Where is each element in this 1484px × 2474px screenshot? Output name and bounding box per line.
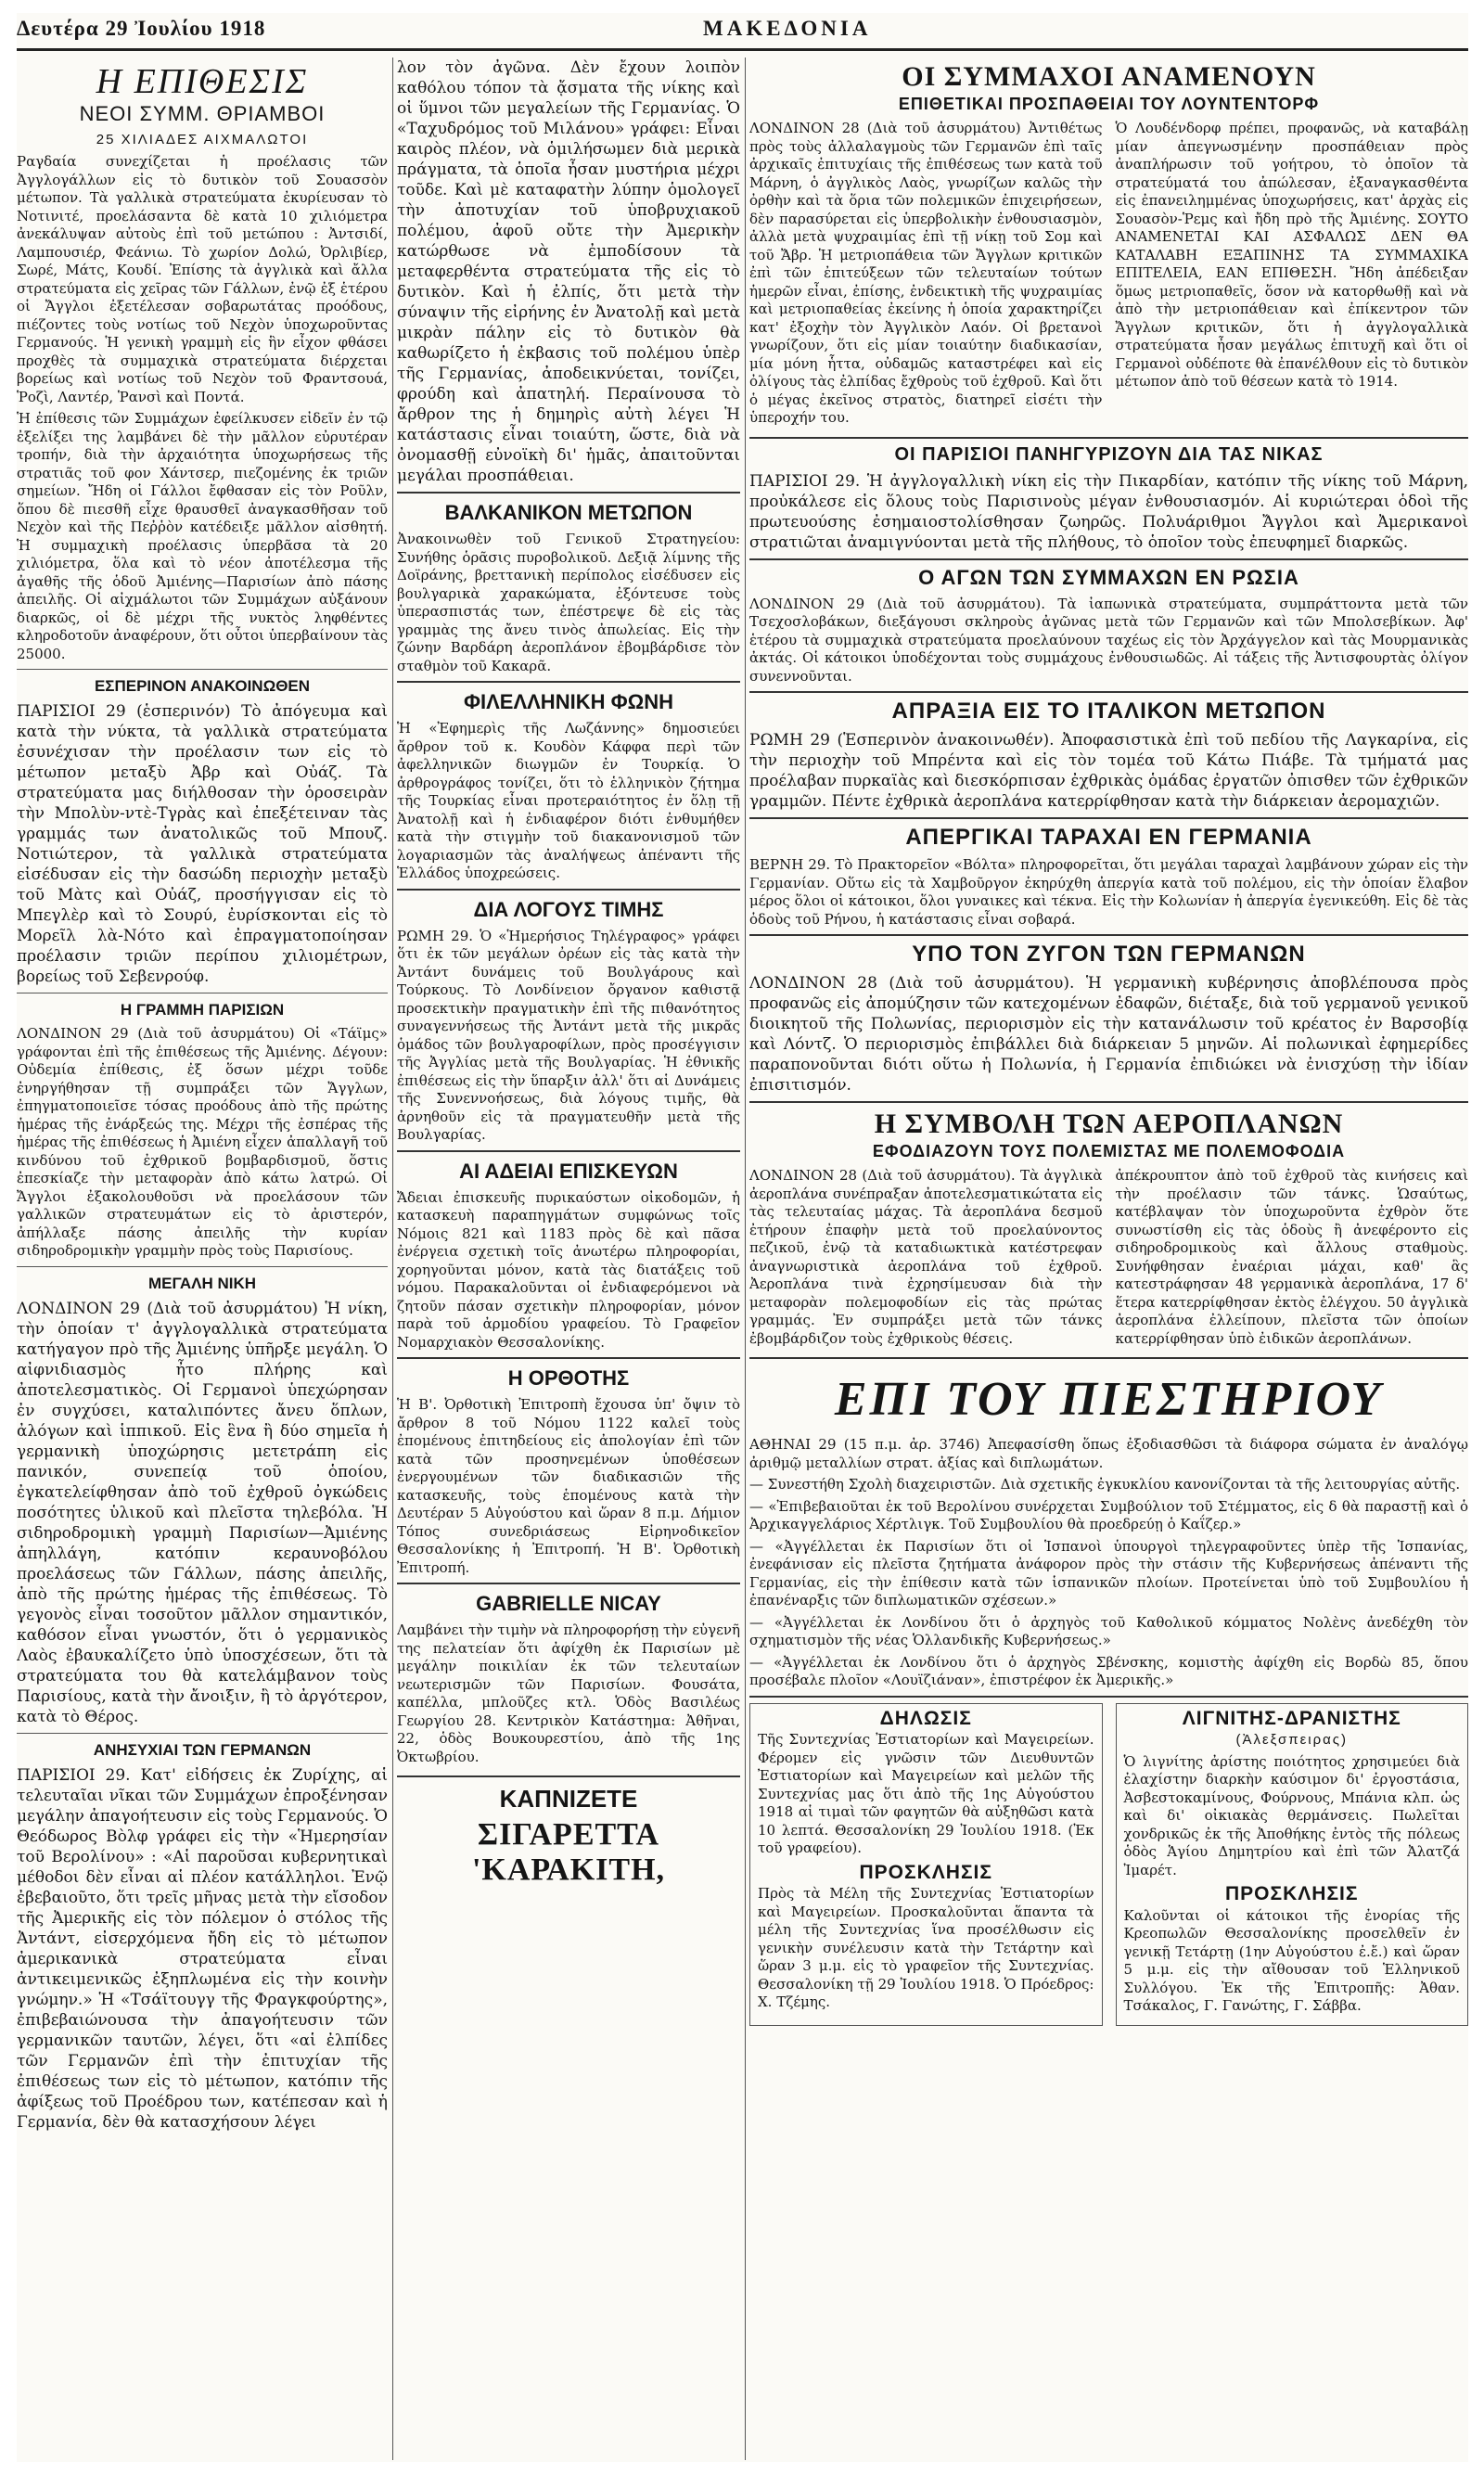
advert-brand: ΣΙΓΑΡΕΤΤΑ 'ΚΑΡΑΚΙΤΗ, [471, 1817, 666, 1887]
section-heading: ΔΙΑ ΛΟΓΟΥΣ ΤΙΜΗΣ [473, 897, 664, 921]
article-body: ΛΟΝΔΙΝΟΝ 29 (Διὰ τοῦ ἀσυρμάτου) Ἡ νίκη, τὴν ὁποίαν τ' ἀγγλογαλλικὰ στρατεύματα κατήγαγον πρὸ τῆς Ἀμιένης ὑπῆρξε μεγάλη. Ὁ αἰφνιδιασμὸς ἦτο πλήρης καὶ ἀποτελεσματικὸς. Οἱ Γερμανοὶ ὑπεχώρησαν ἐν συγχύσει, καταλιπόντες ἄνευ ὅπλων, ἀλόγων καὶ ἱππικοῦ. Εἰς ἓνα ἢ δύο σημεῖα ἡ γερμανικὴ ὑποχώρησις μετετράπη εἰς πανικόν, συνεπείᾳ τοῦ ὁποίου, ἐγκατελείφθησαν ἀπὸ τοῦ ἐχθροῦ ὀγκώδεις ποσότητες ὑλικοῦ καὶ πλεῖστα τηλεβόλα. Ἡ σιδηροδρομικὴ γραμμὴ Παρισίων—Ἀμιένης ἀπηλλάγη, κατόπιν κεραυνοβόλου προελάσεως τῶν Γάλλων, πάσης ἀπειλῆς, ἀπὸ τῆς πρώτης ἡμέρας τῆς ἐπιθέσεως. Τὸ γεγονὸς εἶναι τοσοῦτον μᾶλλον σημαντικόν, καθόσον εἶναι γνωστόν, ὅτι ὁ γερμανικὸς Λαὸς ἐβαυκαλίζετο ὑπὸ ὑποσχέσεων, ὅτι τὰ στρατεύματα του θὰ κατελάμβανον τοὺς Παρισίους, κατὰ τὴν ἄνοιξιν, ἢ τὸ ἀργότερον, κατὰ τὸ Θέρος. [17, 1299, 388, 1726]
notice-heading: ΔΗΛΩΣΙΣ [879, 1707, 972, 1729]
advert-body: Λαμβάνει τὴν τιμὴν νὰ πληροφορήσῃ τὴν εὐγενῆ της πελατείαν ὅτι ἀφίχθη ἐκ Παρισίων μὲ μεγάλην ποικιλίαν ἐκ τῶν τελευταίων νεωτερισμῶν τῶν Παρισίων. Φουσάτα, καπέλλα, μπλοῦζες κτλ. Ὁδὸς Βασιλέως Γεωργίου 28. Κεντρικὸν Κατάστημα: Ἀθῆναι, 22, ὁδὸς Βουκουρεστίου, ἀπὸ τῆς 1ης Ὀκτωβρίου. [397, 1622, 740, 1765]
divider [749, 437, 1468, 439]
notice-body: Ὁ λιγνίτης ἀρίστης ποιότητος χρησιμεύει διὰ ἐλαχίστην διαρκὴν καύσιμον δι' ἐργοστάσια, Ἀσβεστοκαμίνους, Φούρνους, Μπάνια κλπ. ὡς καὶ δι' οἰκιακὰς θερμάνσεις. Πωλεῖται χονδρικῶς ἐκ τῆς Ἀποθήκης ἐντὸς τῆς πόλεως ὁδὸς Ἁγίου Δημητρίου καὶ ἐπὶ τῶν Ἀλατζά Ἰμαρέτ. [1123, 1752, 1460, 1878]
advert-heading: ΚΑΠΝΙΖΕΤΕ [397, 1775, 740, 1814]
article-body: ΛΟΝΔΙΝΟΝ 29 (Διὰ τοῦ ἀσυρμάτου) Οἱ «Τάϊμς» γράφονται ἐπὶ τῆς ἐπιθέσεως τῆς Ἀμιένης. Δέγουν: Οὐδεμία ἐπίθεσις, ἐξ ὅσων μέχρι τοῦδε ἐνηργήθησαν τῇ συμπράξει τῶν Ἄγγλων, ἐπηγματοποιεῖσε τόσας προόδους ἀπὸ τῆς πρώτης ἡμέρας τῆς ἐνάρξεώς της. Μέχρι τῆς ἐσπέρας τῆς ἡμέρας τῆς ἐπιθέσεως ἡ Ἀμιένη εἶχεν ἀπαλλαγῆ τοῦ κινδύνου τοῦ ἐχθρικοῦ βομβαρδισμοῦ, ὅστις ἐπεσκίαζε τὴν μεταφορὰν ἀπὸ κάτω λατρώ. Οἱ Ἄγγλοι ἐξακολουθοῦσι νὰ προελάσουν τῶν γαλλικῶν στρατευμάτων εἰς τὸ ἀριστερόν, ἀπήλλαξε πάσης ἀπειλῆς τὴν κυρίαν σιδηροδρομικὴν γραμμὴν πρὸς τοὺς Παρισίους. [17, 1025, 388, 1259]
divider [749, 934, 1468, 936]
section-headline: ΑΠΕΡΓΙΚΑΙ ΤΑΡΑΧΑΙ ΕΝ ΓΕΡΜΑΝΙΑ [905, 825, 1312, 850]
lead-paragraph: Ραγδαία συνεχίζεται ἡ προέλασις τῶν Ἀγγλογάλλων εἰς τὸ δυτικὸν τοῦ Σουασσὸν μέτωπον. Τὰ γαλλικὰ στρατεύματα ἐκυρίευσαν τὸ Νοτινιτέ, προελάσαντα δὲ κατὰ 10 χιλιόμετρα ἀνεκάλυψαν αὐτοὺς ἐπὶ τοῦ μετώπου : Ἀντσιδί, Λαμπουσιέρ, Φεάνιω. Τὸ χωρίον Δολώ, Ὀρλιβίερ, Σωρέ, Μάτς, Κουδί. Ἐπίσης τὰ ἀγγλικὰ καὶ ἄλλα στρατεύματα εἰς χεῖρας τῶν Γάλλων, ἐνῷ ἐξ ἑτέρου οἱ Ἄγγλοι ἐξετέλεσαν σοβαρωτάτας προόδους, πιέζοντες τοὺς νοτίως τοῦ Νεχὸν ὑποχωροῦντας Γερμανούς. Ἡ γενικὴ γραμμὴ εἰς ἣν εἶχον φθάσει προχθὲς τὰ συμμαχικὰ στρατεύματα διέρχεται βορείως καὶ νοτίως τοῦ Νεχὸν τοῦ Φραντσουά, Ῥοζὶ, Λαντέρ, Ῥανσὶ καὶ Ποντά. [17, 153, 388, 405]
column-2 [397, 58, 740, 2460]
notice-body: Καλοῦνται οἱ κάτοικοι τῆς ἐνορίας τῆς Κρεοπωλῶν Θεσσαλονίκης προσελθεῖν ἐν γενικῇ Τετάρτῃ (1ην Αὐγούστου ἐ.ἔ.) καὶ ὥραν 5 μ.μ. εἰς τὴν αἴθουσαν τοῦ Ἑλληνικοῦ Συλλόγου. Ἐκ τῆς Ἐπιτροπῆς: Ἀθαν. Τσάκαλος, Γ. Γανώτης, Γ. Σάββα. [1123, 1906, 1460, 2014]
divider [749, 1357, 1468, 1359]
divider [397, 889, 740, 891]
article-body: Ἄδειαι ἐπισκευῆς πυρικαύστων οἰκοδομῶν, ἡ κατασκευὴ παραπηγμάτων συμφώνως τοῖς Νόμοις 821 καὶ 1183 πρὸς δὲ καὶ πᾶσα ἐνέργεια σχετικὴ τοῖς ἀνωτέρω πληροφορίαι, χορηγοῦνται μόνον, κατὰ τὰς διατάξεις τοῦ νόμου. Παρακαλοῦνται οἱ ἐνδιαφερόμενοι νὰ ζητοῦν πάσαν σχετικὴν πληροφορίαν, μόνον παρὰ τοῦ ἀρμοδίου γραφείου. Τὸ Γραφεῖον Νομαρχιακὸν Θεσσαλονίκης. [397, 1188, 740, 1351]
article-body: ΡΩΜΗ 29 (Ἑσπερινὸν ἀνακοινωθέν). Ἀποφασιστικὰ ἐπὶ τοῦ πεδίου τῆς Λαγκαρίνα, εἰς τὴν περιοχὴν τοῦ Μπρέντα καὶ εἰς τὸν τομέα τοῦ Κάτω Πιάβε. Τὰ τμήματά μας προέλαβαν πυρκαϊὰς καὶ διεσκόρπισαν ἐχθρικὰς ὁμάδας ἐργατῶν ὀπισθεν τῶν ἐχθρικῶν γραμμῶν. Πέντε ἐχθρικὰ ἀεροπλάνα κατερρίφθησαν κατὰ τὴν διάρκειαν ἀερομαχιῶν. [749, 731, 1468, 811]
divider [17, 669, 388, 670]
article-body: ΛΟΝΔΙΝΟΝ 28 (Διὰ τοῦ ἀσυρμάτου). Ἡ γερμανικὴ κυβέρνησις ἀποβλέπουσα πρὸς προφανῶς εἰς ἀπομύζησιν τῶν κατεχομένων ἐδαφῶν, διέταξε, διὰ τοῦ γερμανοῦ γενικοῦ διοικητοῦ τῆς Πολωνίας, περιορισμὸν εἰς τὴν κατανάλωσιν τοῦ κρέατος ἐν Βαρσοβίᾳ καὶ Λόντζ. Ὁ περιορισμὸς ἐπιβάλλει διὰ διάρκειαν 5 μηνῶν. Αἱ πολωνικαὶ ἐφημερίδες παραπονοῦνται διότι οὕτω ἡ Πολωνία, ἡ Γερμανία ἐπιδιώκει νὰ ἐνισχύσῃ τὴν ἰδίαν ἐπισιτισμόν. [749, 974, 1468, 1095]
section-headline: ΥΠΟ ΤΟΝ ΖΥΓΟΝ ΤΩΝ ΓΕΡΜΑΝΩΝ [912, 942, 1306, 967]
masthead-rule [17, 48, 1468, 51]
article-body: ΠΑΡΙΣΙΟΙ 29. Κατ' εἰδήσεις ἐκ Ζυρίχης, αἱ τελευταῖαι νῖκαι τῶν Συμμάχων ἐπροξένησαν μεγάλην ἀπαγοήτευσιν εἰς τοὺς Γερμανούς. Ὁ Θεόδωρος Βὸλφ γράφει εἰς τὴν «Ἡμερησίαν τοῦ Βερολίνου» : «Αἱ παροῦσαι κυβερνητικαὶ μέθοδοι δὲν εἶναι αἱ πλέον κατάλληλοι. Ἐνῷ ἐβεβαιοῦτο, ὅτι τρεῖς μῆνας μετὰ τὴν εἴσοδον τῆς Ἀμερικῆς εἰς τὸν πόλεμον ὁ στόλος τῆς Ἀντάντ, εἰσερχόμενα ἤδη εἰς τὸ μέτωπον ἀμερικανικὰ στρατεύματα εἶναι ἀντικειμενικῶς ἐξηπλωμένα εἰς τὴν κοινὴν γνώμην.» Ἡ «Τσάϊτουγγ τῆς Φραγκφούρτης», ἐπιβεβαιώνουσα τὴν ἀπαγοήτευσιν τῶν γερμανικῶν ταυτῶν, λέγει, ὅτι «αἱ ἐλπίδες τῶν Γερμανῶν ἐπὶ τὴν ἐπιτυχίαν τῆς ἐπιθέσεως των εἰς τὸ μέτωπον, κατόπιν τῆς ἀφίξεως τοῦ Προέδρου των, κατέπεσαν καὶ ἡ Γερμανία, δὲν θὰ κατασχήσουν λέγει [17, 1765, 388, 2132]
article-body: Ἀνακοινωθὲν τοῦ Γενικοῦ Στρατηγείου: Συνήθης ὁρᾶσις πυροβολικοῦ. Δεξιᾷ λίμνης τῆς Δοϊράνης, βρεττανικὴ περίπολος εἰσέδυσεν εἰς βουλγαρικὰ χαρακώματα, ἐξόντευσε τοὺς ὑπερασπιστάς των, ἐπέστρεψε δὲ εἰς τὰς γραμμὰς της ἄνευ τινὸς ἀπωλείας. Εἰς τὴν ζώνην Βαρδάρη ἀεροπλάνον ἐβομβάρδισε τὸν σταθμὸν τοῦ Κακαρᾶ. [397, 531, 740, 674]
section-heading: ΑΝΗΣΥΧΙΑΙ ΤΩΝ ΓΕΡΜΑΝΩΝ [93, 1740, 312, 1759]
notice-heading: ΠΡΟΣΚΛΗΣΙΣ [1225, 1883, 1359, 1904]
section-heading: ΜΕΓΑΛΗ ΝΙΚΗ [147, 1274, 257, 1292]
article-body: ΠΑΡΙΣΙΟΙ 29 (ἑσπερινόν) Τὸ ἀπόγευμα καὶ κατὰ τὴν νύκτα, τὰ γαλλικὰ στρατεύματα ἐσυνέχισαν τὴν προέλασιν των εἰς τὸ μέτωπον μεταξὺ Ἀβρ καὶ Οὐάζ. Τὰ στρατεύματα μας διήλθοσαν τὴν ὁροσειρὰν τὴν Μπολὺν-ντὲ-Τγρὰς καὶ ἐπεξέτειναν τὰς γραμμάς των ἀνατολικῶς τοῦ Μπουζ. Νοτιώτερον, τὰ γαλλικὰ στρατεύματα εἰσέδυσαν εἰς τὴν δασώδη περιοχὴν μεταξὺ τοῦ Μὰτς καὶ Οὐάζ, προσήγγισαν εἰς τὸ Μπεγλὲρ καὶ τὸ Σουρύ, ἐυρίσκονται εἰς τὸ Μορεῖλ λὰ-Νότο καὶ ἐπραγματοποίησαν προέλασιν τριῶν περίπου χιλιομέτρων, βορείως τοῦ Σεβενρούφ. [17, 702, 388, 986]
column-rule [392, 58, 393, 2460]
lead-kicker: 25 ΧΙΛΙΑΔΕΣ ΑΙΧΜΑΛΩΤΟΙ [96, 132, 309, 147]
section-heading: ΦΙΛΕΛΛΗΝΙΚΗ ΦΩΝΗ [463, 690, 674, 713]
notice-box [749, 1703, 1103, 2026]
newspaper-title: ΜΑΚΕΔΟΝΙΑ [703, 17, 872, 40]
notice-heading: ΠΡΟΣΚΛΗΣΙΣ [859, 1861, 992, 1883]
article-body: ΛΟΝΔΙΝΟΝ 28 (Διὰ τοῦ ἀσυρμάτου). Τὰ ἀγγλικὰ ἀεροπλάνα συνέπραξαν ἀποτελεσματικώτατα εἰς τὰς τελευταίας μάχας. Τὰ ἀεροπλάνα δεσμοῦ ἐτήρουν ἐπαφὴν μετὰ τοῦ προελαύνοντος πεζικοῦ, ἐνῷ τὰ καταδιωκτικὰ κατέστρεφαν ἀναγνωριστικὰ ἀεροπλάνα τοῦ ἐχθροῦ. Ἀεροπλάνα τινὰ ἐχρησίμευσαν διὰ τὴν μεταφορὰν πολεμοφοδίων εἰς τὰς πρώτας γραμμάς. Ἐν συμπράξει μετὰ τῶν τάνκς ἐβομβάρδιζον τοὺς ἐχθρικοὺς θέσεις. [749, 1167, 1103, 1347]
section-headline: ΑΠΡΑΞΙΑ ΕΙΣ ΤΟ ΙΤΑΛΙΚΟΝ ΜΕΤΩΠΟΝ [891, 699, 1326, 724]
article-body: ΡΩΜΗ 29. Ὁ «Ἡμερήσιος Τηλέγραφος» γράφει ὅτι ἐκ τῶν μεγάλων ὀρέων εἰς τὰς κατὰ τὴν Ἀντάντ δυνάμεις τοῦ Βουλγάρους καὶ Τούρκους. Τὸ Λονδίνειον ὄργανον καθιστᾷ προσεκτικὴν πραγματικὴν ἐπὶ τῆς πιθανότητος συναγεννήσεως τῆς Ἀντάντ μετὰ τῆς μικρᾶς ὁμάδος τῶν βουλγαροφίλων, πρὸς προσέγγισιν τῆς Ἀγγλίας μετὰ τῆς Βουλγαρίας. Ἡ ἐθνικῆς ἐπιθέσεως εἰς τὴν ὕπαρξιν ἀλλ' ὅτι αἱ Δυνάμεις τῆς Συνεννοήσεως, διὰ λόγους τιμῆς, θὰ ἀρνηθοῦν εἰς τὰ πραγματευθῆν μετὰ τῆς Βουλγαρίας. [397, 927, 740, 1143]
article-body: Ὁ Λουδένδορφ πρέπει, προφανῶς, νὰ καταβάλῃ μίαν ἀπεγνωσμένην προσπάθειαν πρὸς ἀναπλήρωσιν τοῦ γοήτρου, τὸ ὁποῖον τὰ στρατεύματά του ἀπώλεσαν, ἐξαναγκασθέντα εἰς ἐπανειλημμένας ὑποχωρήσεις, κατ' ἀρχὰς εἰς Σουασὸν-Ῥεμς καὶ ἤδη πρὸ τῆς Ἀμιένης. ΣΟΥΤΟ ΑΝΑΜΕΝΕΤΑΙ ΚΑΙ ΑΣΦΑΛΩΣ ΔΕΝ ΘΑ ΚΑΤΑΛΑΒΗ ΕΞΑΠΙΝΗΣ ΤΑ ΣΥΜΜΑΧΙΚΑ ΕΠΙΤΕΛΕΙΑ, ΕΑΝ ΕΠΙΘΕΣΗ. Ἤδη ἀπέδειξαν ὅμως μετριοπαθεῖς, ὅσον νὰ κατορθωθῇ καὶ νὰ ἀπὸ τὴν μετριοπάθειαν καὶ ἐπίκεντρον τῶν Ἄγγλων κριτικῶν, ὅτι ἡ ἀγγλογαλλικὰ στρατεύματα ἦσαν μεγάλως ἐπιτυχῆ καὶ ὅτι οἱ Γερμανοὶ οὐδέποτε θὰ ἐπανέλθουν εἰς τὸ δυτικὸν μέτωπον ἀπὸ τοῦ θέσεων κατὰ τὸ 1914. [1115, 120, 1468, 390]
divider [397, 1150, 740, 1152]
article-body: ΛΟΝΔΙΝΟΝ 28 (Διὰ τοῦ ἀσυρμάτου) Ἀντιθέτως πρὸς τοὺς ἀλλαλαγμοὺς τῶν Γερμανῶν ἐπὶ ταῖς ἀρχικαῖς ἐπιτυχίαις τῆς ἐπιθέσεως των κατὰ τοῦ Μάρνη, ὁ ἀγγλικὸς Λαὸς, γνωρίζων καλῶς τὴν ὀρθὴν καὶ τὰ ὅρια τῶν πολεμικῶν ἐπιχειρήσεων, δὲν παρασύρεται εἰς ὑπερβολικὴν ἐνθουσιασμὸν, ἀλλὰ μετὰ ψυχραιμίας ἐπὶ τῇ νίκῃ τοῦ Σομ καὶ τοῦ Ἄβρ. Ἡ μετριοπάθεια τῶν Ἄγγλων κριτικῶν ἐπὶ τῶν ἐπιτεύξεων τῶν τελευταίων τούτων ἡμερῶν εἶναι, ἐπίσης, ἐνδεικτικὴ τῆς ψυχραιμίας καὶ μετριοπαθείας ἐκείνης ἡ ὁποία χαρακτηρίζει κατ' ἐξοχὴν τὸν Ἀγγλικὸν Λαόν. Οἱ βρετανοὶ γνωρίζουν, ὅτι εἰς μίαν τοιαύτην διαδικασίαν, μία μόνη ἧττα, οὐδαμῶς καταστρέφει καὶ εἰς ὀλίγους τὰς ἐλπίδας ἔχθροὺς τοῦ ἐχθροῦ. Καὶ ὅτι ὁ μέγας ἐκεῖνος στρατὸς, διατηρεῖ εἰσέτι τὴν ὑπεροχήν του. [749, 120, 1103, 426]
section-heading: Η ΟΡΘΟΤΗΣ [507, 1366, 630, 1390]
divider [397, 681, 740, 683]
section-subheadline: ΕΦΟΔΙΑΖΟΥΝ ΤΟΥΣ ΠΟΛΕΜΙΣΤΑΣ ΜΕ ΠΟΛΕΜΟΦΟΔΙΑ [872, 1142, 1346, 1160]
news-item: — «Ἀγγέλλεται ἐκ Λονδίνου ὅτι ὁ ἀρχηγὸς τοῦ Καθολικοῦ κόμματος Νολὲνς ἀνεδέχθη τὸν σχηματισμὸν τῆς νέας Ὁλλανδικῆς Κυβερνήσεως.» [749, 1613, 1468, 1648]
newspaper-page [17, 13, 1468, 2462]
divider [17, 1266, 388, 1267]
news-item: — «Ἐπιβεβαιοῦται ἐκ τοῦ Βερολίνου συνέρχεται Συμβούλιον τοῦ Στέμματος, εἰς δ θὰ παραστῇ καὶ ὁ Ἀρχικαγγελάριος Χέρτλιγκ. Τοῦ Συμβουλίου θὰ προεδρεύῃ ὁ Καΐζερ.» [749, 1497, 1468, 1532]
news-item: ΑΘΗΝΑΙ 29 (15 π.μ. ἀρ. 3746) Ἀπεφασίσθη ὅπως ἐξοδιασθῶσι τὰ διάφορα σώματα ἐν ἀναλόγῳ ἀριθμῷ μεταλλίων στρατ. ἀξίας καὶ διπλωμάτων. [749, 1436, 1468, 1471]
section-headline: Η ΣΥΜΒΟΛΗ ΤΩΝ ΑΕΡΟΠΛΑΝΩΝ [874, 1109, 1344, 1139]
notice-subheading: (Ἀλεξσπειρας) [1235, 1732, 1349, 1748]
notice-body: Τῆς Συντεχνίας Ἐστιατορίων καὶ Μαγειρείων. Φέρομεν εἰς γνῶσιν τῶν Διευθυντῶν Ἐστιατορίων καὶ Μαγειρείων καὶ μελῶν τῆς Συντεχνίας μας ὅτι ἀπὸ τῆς 1ης Αὐγούστου 1918 αἱ τιμαὶ τῶν φαγητῶν θὰ αὐξηθῶσι κατὰ 10 λεπτά. Θεσσαλονίκη 29 Ἰουλίου 1918. (Ἐκ τοῦ γραφείου). [758, 1731, 1094, 1856]
divider [749, 691, 1468, 693]
news-item: — «Ἀγγέλλεται ἐκ Παρισίων ὅτι οἱ Ἱσπανοὶ ὑπουργοὶ τηλεγραφοῦντες ὑπὲρ τῆς Ἱσπανίας, ἐνεφάνισαν εἰς πλεῖστα ζητήματα ἀνάφορον πρὸς τὴν στάσιν τῆς Κυβερνήσεως ἀπέναντι τῆς Γερμανίας, εἰς τὴν ἐπίθεσιν κατὰ τῶν ἱσπανικῶν πλοίων. Προτείνεται ὑπὸ τοῦ Συμβουλίου ἡ ἐπανέναρξις τῶν διπλωματικῶν σχέσεων.» [749, 1537, 1468, 1609]
divider [749, 1101, 1468, 1103]
notice-heading: ΛΙΓΝΙΤΗΣ-ΔΡΑΝΙΣΤΗΣ [1182, 1707, 1401, 1729]
right-block [749, 58, 1468, 2460]
notice-box [1116, 1703, 1469, 2026]
section-headline: ΟΙ ΠΑΡΙΣΙΟΙ ΠΑΝΗΓΥΡΙΖΟΥΝ ΔΙΑ ΤΑΣ ΝΙΚΑΣ [894, 443, 1324, 465]
section-heading: ΒΑΛΚΑΝΙΚΟΝ ΜΕΤΩΠΟΝ [444, 501, 693, 524]
section-heading: ΕΣΠΕΡΙΝΟΝ ΑΝΑΚΟΙΝΩΘΕΝ [94, 677, 311, 695]
divider [749, 1696, 1468, 1698]
article-body: ἀπέκρουπτον ἀπὸ τοῦ ἐχθροῦ τὰς κινήσεις καὶ τὴν προέλασιν τῶν τάνκς. Ὡσαύτως, κατέβλαψαν τὸν ὑποχωροῦντα ἐχθρὸν ὅτε συνωστίσθη εἰς τὰς ὁδοὺς ἢ ἀνεφέροντο εἰς σιδηροδρομικοὺς καὶ ἄλλους σταθμοὺς. Συνήφθησαν ἐναέριαι μάχαι, καθ' ἃς κατεστράφησαν 48 γερμανικὰ ἀεροπλάνα, 17 δ' ἕτερα κατερρίφθησαν ἐκτὸς ἐλέγχου. 50 ἀγγλικὰ ἀεροπλάνα ἐλλείπουν, πλεῖστα τῶν ὁποίων κατερρίφθησαν ὑπὸ ἐιδικῶν ἀεροπλάνων. [1115, 1167, 1468, 1347]
divider [397, 1357, 740, 1359]
column-rule [745, 58, 746, 2460]
divider [749, 558, 1468, 560]
article-body: Ἡ Β'. Ὀρθοτικὴ Ἐπιτροπὴ ἔχουσα ὑπ' ὄψιν τὸ ἄρθρον 8 τοῦ Νόμου 1122 καλεῖ τοὺς ἐπομένους ἐπιτηδείους εἰς ἀπολογίαν ἐπὶ τῶν κατὰ τῶν προσηνεμένων ὑποθέσεων ἐνεργουμένων τῶν διαδικασιῶν τῆς κατασκευῆς, τοὺς ἑπομένους κατὰ τὴν Δευτέραν 5 Αὐγούστου καὶ ὥραν 8 π.μ. Δήμιον Τόπος συνεδριάσεως Εἰρηνοδικεῖον Θεσσαλονίκης ἡ Ἐπιτροπή. Ἡ Β'. Ὀρθοτικὴ Ἐπιτροπή. [397, 1396, 740, 1576]
article-body: λον τὸν ἀγῶνα. Δὲν ἔχουν λοιπὸν καθόλου τόπον τὰ ᾄσματα τῆς νίκης καὶ οἱ ὕμνοι τῶν μεγαλείων τῆς Γερμανίας. Ὁ «Ταχυδρόμος τοῦ Μιλάνου» γράφει: Εἶναι καιρὸς πλέον, νὰ ὁμιλήσωμεν διὰ μερικὰ πράγματα, τὰ ὁποῖα ἦσαν μυστήρια μέχρι τοῦδε. Καὶ μὲ καταφατὴν λύπην ὁμολογεῖ τὴν ἀποτυχίαν τοῦ ὑποβρυχιακοῦ πολέμου, ἀφοῦ οὔτε τὴν Ἀμερικὴν κατώρθωσε νὰ ἐμποδίσουν τὰ μεταφερθέντα στρατεύματα τῆς εἰς τὸ δυτικὸν. Καὶ ἡ ἐλπίς, ὅτι μετὰ τὴν σύναψιν τῆς εἰρήνης ἐν Ἀνατολῇ καὶ μετὰ μικρὰν πάλην εἰς τὸ δυτικὸν θὰ καθωρίζετο ἡ ἐκβασις τοῦ πολέμου ὑπὲρ τῆς Γερμανίας, ἀποδεικνύεται, τονίζει, φρούδη καὶ ἀπατηλή. Περαίνουσα τὸ ἄρθρον της ἡ δημηρὶς αὐτὴ λέγει Ἡ κατάστασις εἶναι τοιαύτη, ὥστε, διὰ νὰ ὀνομασθῇ εὐνοϊκὴ δι' ἡμᾶς, ἀπαιτοῦνται μεγάλαι προσπάθειαι. [397, 58, 740, 485]
divider [397, 492, 740, 494]
divider [17, 1733, 388, 1734]
section-subheadline: ΕΠΙΘΕΤΙΚΑΙ ΠΡΟΣΠΑΘΕΙΑΙ ΤΟΥ ΛΟΥΝΤΕΝΤΟΡΦ [898, 95, 1320, 113]
section-headline: Ο ΑΓΩΝ ΤΩΝ ΣΥΜΜΑΧΩΝ ΕΝ ΡΩΣΙΑ [918, 565, 1299, 589]
news-item: — Συνεστήθη Σχολὴ διαχειριστῶν. Διὰ σχετικῆς ἐγκυκλίου κανονίζονται τὰ τῆς λειτουργίας αὐτῆς. [749, 1476, 1461, 1493]
lead-headline: Η ΕΠΙΘΕΣΙΣ [96, 62, 309, 101]
section-headline: ΕΠΙ ΤΟΥ ΠΙΕΣΤΗΡΙΟΥ [834, 1373, 1384, 1426]
lead-paragraph: Ἡ ἐπίθεσις τῶν Συμμάχων ἐφείλκυσεν εἰδεῖν ἐν τῷ ἐξελίξει της λαμβάνει δὲ τὴν μᾶλλον εὐρυτέραν τροπήν, διὰ τὴν ἀρχαιότητα ὑποχωρήσεως τῆς στρατιᾶς τοῦ φον Χάντσερ, πιεζομένης ἐκ τριῶν σημείων. Ἤδη οἱ Γάλλοι ἔφθασαν εἰς τὸν Ροῦλν, ὅπου δὲ πιεσθῆ εἶχε θραυσθεῖ ἀναγκασθῆσαν τοῦ Νεχὸν καὶ τῆς Πεῤῥὸν κατέδειξε μᾶλλον αἰσθητή. Ἡ συμμαχικὴ προέλασις ὑπερβᾶσα τὰ 20 χιλιόμετρα, ὅλα καὶ τὸ νέον ἀποτέλεσμα τῆς ἀγαθῆς τῆς ὁδοῦ Ἀμιένης—Παρισίων ἀπὸ πάσης ἀπειλῆς. Οἱ αἰχμάλωτοι τῶν Συμμάχων αὐξάνουν διαρκῶς, οἱ δὲ μέχρι τῆς νυκτὸς ληφθέντες κληροδοτοῦν ἀναφέρουν, ὅτι οὗτοι ὑπερβαίνουν τὰς 25000. [17, 410, 388, 662]
issue-date: Δευτέρα 29 Ἰουλίου 1918 [17, 17, 266, 40]
masthead [17, 13, 1468, 46]
section-heading: Η ΓΡΑΜΜΗ ΠΑΡΙΣΙΩΝ [120, 1001, 285, 1019]
notice-body: Πρὸς τὰ Μέλη τῆς Συντεχνίας Ἐστιατορίων καὶ Μαγειρείων. Προσκαλοῦνται ἅπαντα τὰ μέλη τῆς Συντεχνίας ἵνα προσέλθωσιν εἰς γενικὴν συνέλευσιν κατὰ τὴν Τετάρτην καὶ ὥραν 3 μ.μ. εἰς τὸ γραφεῖον τῆς Συντεχνίας. Θεσσαλονίκη τῇ 29 Ἰουλίου 1918. Ὁ Πρόεδρος: Χ. Τζέμης. [758, 1885, 1094, 2010]
news-item: — «Ἀγγέλλεται ἐκ Λονδίνου ὅτι ὁ ἀρχηγὸς Σβένσκης, κομιστὴς ἀφίχθη εἰς Βορδὼ 85, ὅπου προσέβαλε πλοῖον «Λουϊζιάναν», ἐπιστρέφον ἐκ Ἀμερικῆς.» [749, 1653, 1468, 1688]
column-1 [17, 58, 388, 2460]
section-headline: ΟΙ ΣΥΜΜΑΧΟΙ ΑΝΑΜΕΝΟΥΝ [902, 61, 1316, 92]
article-body: Ἡ «Ἐφημερὶς τῆς Λωζάννης» δημοσιεύει ἄρθρον τοῦ κ. Κουδὸν Κάφφα περὶ τῶν ἀφελληνικῶν διωγμῶν ἐν Τουρκίᾳ. Ὁ ἀρθρογράφος τονίζει, ὅτι τὸ ἑλληνικὸν ζήτημα τῆς Τουρκίας εἶναι προτεραιότητος ἐν ὅλῃ τῇ Ἀνατολῇ καὶ ἡ ἐνδιαφέρον διότι ἐνθυμήθεν κατὰ τὴν στιγμὴν τοῦ διακανονισμοῦ τῶν λογαριασμῶν τὰς ἀναλήψεως ἀπέναντι τῆς Ἑλλάδος ὑποχρεώσεις. [397, 720, 740, 881]
divider [397, 1583, 740, 1584]
advert-heading: GABRIELLE NICAY [476, 1592, 661, 1615]
article-body: ΠΑΡΙΣΙΟΙ 29. Ἡ ἀγγλογαλλικὴ νίκη εἰς τὴν Πικαρδίαν, κατόπιν τῆς νίκης τοῦ Μάρνη, προὐκάλεσε εἰς ὅλους τοὺς Παρισινοὺς μέγαν ἐνθουσιασμόν. Αἱ κυριώτεραι ὁδοὶ τῆς πρωτευούσης ἐσημαιοστολίσθησαν ζωηρῶς. Πολυάριθμοι Ἄγγλοι καὶ Ἀμερικανοὶ στρατιῶται ἀναμιγνύονται μετὰ τῆς πλήθους, τὸ ὁποῖον τοὺς ἐπευφημεῖ διαρκῶς. [749, 471, 1468, 552]
article-body: ΛΟΝΔΙΝΟΝ 29 (Διὰ τοῦ ἀσυρμάτου). Τὰ ἰαπωνικὰ στρατεύματα, συμπράττοντα μετὰ τῶν Τσεχοσλοβάκων, διεξάγουσι σκληροὺς ἀγῶνας μετὰ τῶν Γερμανῶν καὶ τῶν Μπολσεβίκων. Ἀφ' ἑτέρου τὰ συμμαχικὰ στρατεύματα προελαύνουν ταχέως εἰς τὸν Ἀρχάγγελον καὶ τὰς Μουρμανικὰς ἀκτάς. Οἱ κάτοικοι ὑποδέχονται τοὺς συμμάχους ἐνθουσιωδῶς. Αἱ τάξεις τῆς Ἀντισφουρτὰς ὀλίγον συνεννοῦνται. [749, 595, 1468, 685]
section-heading: ΑΙ ΑΔΕΙΑΙ ΕΠΙΣΚΕΥΩΝ [459, 1159, 678, 1183]
article-body: ΒΕΡΝΗ 29. Τὸ Πρακτορεῖον «Βόλτα» πληροφορεῖται, ὅτι μεγάλαι ταραχαὶ λαμβάνουν χώραν εἰς τὴν Γερμανίαν. Οὕτω εἰς τὰ Χαμβοῦργον ἐκηρύχθη ἀπεργία κατὰ τοῦ πολέμου, εἰς τὴν ὁποίαν ἔλαβον μέρος ὅλοι οἱ κάτοικοι, ὅλοι γυναικες καὶ τέκνα. Εἰς τὴν Κολωνίαν ἡ ἀπεργία ἐγενικεύθη. Εἰς δὲ τὰς ὁδοὺς τοῦ Ρήνου, ἡ κατάστασις εἶναι σοβαρά. [749, 856, 1468, 928]
divider [749, 817, 1468, 819]
lead-subheadline: ΝΕΟΙ ΣΥΜΜ. ΘΡΙΑΜΒΟΙ [79, 102, 326, 125]
